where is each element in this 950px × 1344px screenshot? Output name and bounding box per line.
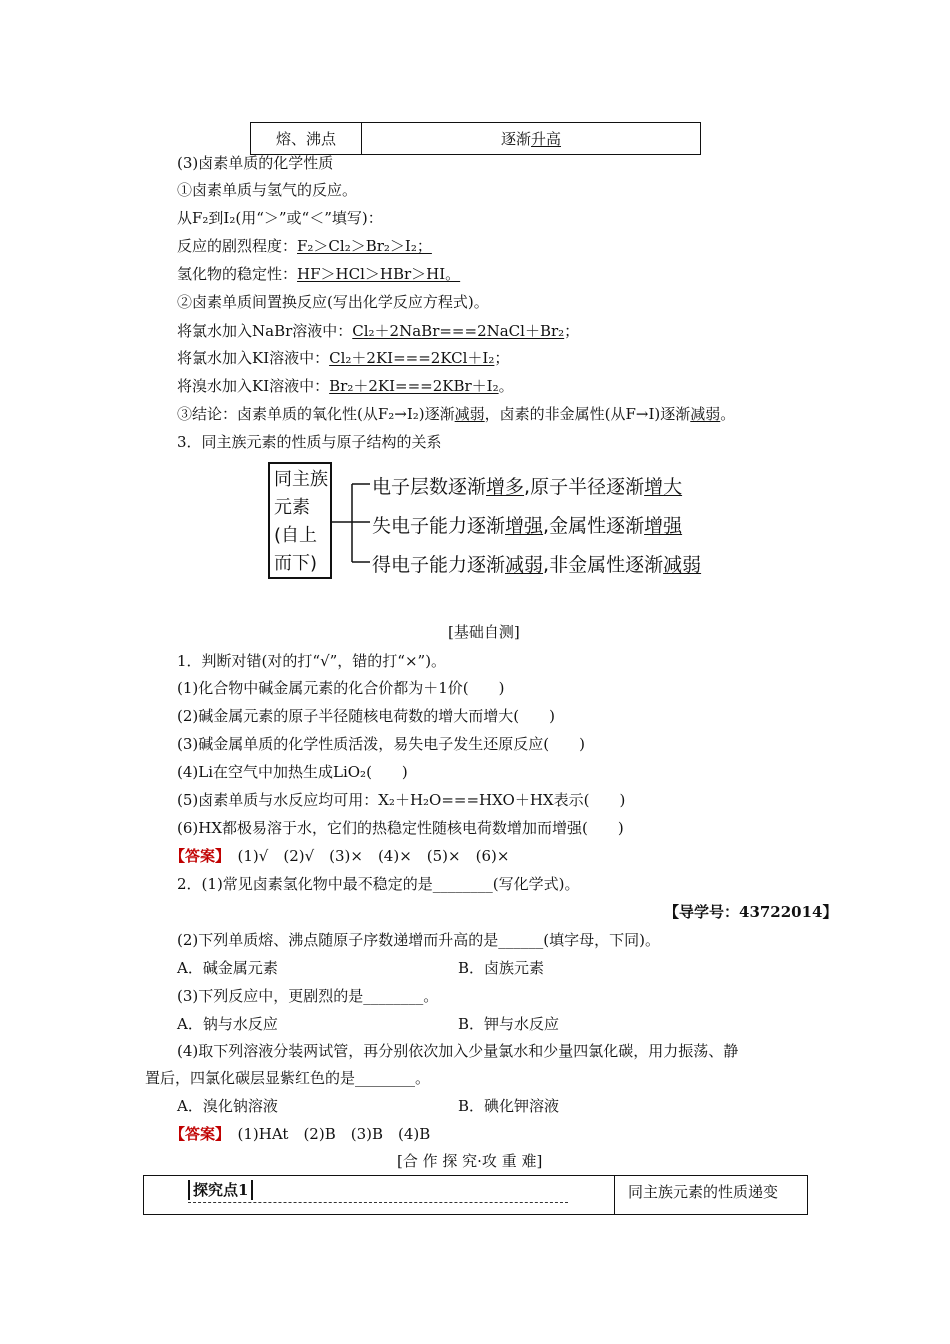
subject-line-1: 同主族: [274, 469, 328, 490]
branch-2-answer-1: 增强: [505, 515, 544, 537]
branch-3-text-a: 得电子能力逐渐: [372, 554, 506, 576]
explore-divider: [614, 1176, 615, 1214]
table-value-cell: [362, 123, 700, 154]
question-2-4-option-b: B．碘化钾溶液: [458, 1097, 560, 1115]
question-1-item-1: (1)化合物中碱金属元素的化合价都为＋1价( ): [177, 679, 505, 697]
subject-line-2: 元素: [274, 497, 310, 518]
diagram-branch-3: [372, 550, 701, 577]
equation-2-line: [177, 347, 509, 369]
table-label-cell: [251, 123, 362, 154]
equation-1: Cl₂＋2NaBr===2NaCl＋Br₂: [352, 322, 565, 340]
subject-line-3: (自上: [274, 525, 318, 546]
equation-3-end: 。: [498, 377, 514, 395]
branch-1-text-b: ,原子半径逐渐: [524, 476, 645, 498]
from-to-instruction: 从F₂到I₂(用“＞”或“＜”填写)：: [177, 209, 383, 227]
diagram-branch-2: [372, 511, 682, 538]
reaction-intensity-label: 反应的剧烈程度：: [177, 237, 298, 255]
answer-1: (1)√ (2)√ (3)× (4)× (5)× (6)×: [237, 847, 510, 865]
section-3-1: ①卤素单质与氢气的反应。: [177, 181, 358, 199]
equation-3: Br₂＋2KI===2KBr＋I₂: [329, 377, 499, 395]
section-3-2: ②卤素单质间置换反应(写出化学反应方程式)。: [177, 293, 489, 311]
properties-table-row: [250, 122, 701, 155]
question-1-item-3: (3)碱金属单质的化学性质活泼，易失电子发生还原反应( ): [177, 735, 585, 753]
branch-1-text-a: 电子层数逐渐: [372, 476, 487, 498]
answer-2: (1)HAt (2)B (3)B (4)B: [237, 1125, 431, 1143]
branch-1-answer-2: 增大: [644, 476, 683, 498]
question-2-4-line-1: (4)取下列溶液分装两试管，再分别依次加入少量氯水和少量四氯化碳，用力振荡、静: [177, 1042, 739, 1060]
branch-3-text-b: ,非金属性逐渐: [543, 554, 664, 576]
reaction-intensity-line: [177, 235, 432, 257]
question-2-4-option-a: A．溴化钠溶液: [177, 1097, 278, 1115]
question-1: 1．判断对错(对的打“√”，错的打“×”)。: [177, 652, 447, 670]
hydride-stability-line: [177, 263, 460, 285]
equation-3-line: [177, 375, 514, 397]
conclusion-part-c: ，卤素的非金属性(从F→I)逐渐: [484, 405, 691, 423]
equation-1-line: [177, 320, 579, 342]
guide-number: 【导学号：43722014】: [664, 903, 838, 921]
equation-3-label: 将溴水加入KI溶液中：: [177, 377, 330, 395]
question-2-1: 2．(1)常见卤素氢化物中最不稳定的是________(写化学式)。: [177, 875, 580, 893]
cooperation-section-title: [合 作 探 究·攻 重 难]: [397, 1152, 543, 1170]
branch-2-answer-2: 增强: [644, 515, 683, 537]
question-1-item-5: (5)卤素单质与水反应均可用：X₂＋H₂O===HXO＋HX表示( ): [177, 791, 626, 809]
question-2-3: (3)下列反应中，更剧烈的是________。: [177, 987, 439, 1005]
answer-2-line: [170, 1123, 430, 1145]
branch-1-answer-1: 增多: [486, 476, 525, 498]
relation-diagram: [268, 462, 728, 582]
explore-point-box: [143, 1175, 808, 1215]
section-3-relation-title: 3．同主族元素的性质与原子结构的关系: [177, 433, 442, 451]
question-1-item-4: (4)Li在空气中加热生成LiO₂( ): [177, 763, 408, 781]
hydride-stability-expr: HF＞HCl＞HBr＞HI。: [297, 265, 461, 283]
conclusion-answer-1: 减弱: [454, 405, 485, 423]
branch-2-text-b: ,金属性逐渐: [543, 515, 645, 537]
table-value-prefix: 逐渐: [500, 130, 531, 148]
question-1-item-2: (2)碱金属元素的原子半径随核电荷数的增大而增大( ): [177, 707, 555, 725]
explore-label-text: 探究点1: [193, 1181, 249, 1199]
equation-2-end: ；: [494, 349, 510, 367]
table-label: 熔、沸点: [275, 130, 336, 148]
diagram-branch-1: [372, 472, 682, 499]
section-3-title: (3)卤素单质的化学性质: [177, 154, 334, 172]
reaction-intensity-expr: F₂＞Cl₂＞Br₂＞I₂；: [297, 237, 432, 255]
answer-tag: 【答案】: [170, 847, 223, 865]
question-1-item-6: (6)HX都极易溶于水，它们的热稳定性随核电荷数增加而增强( ): [177, 819, 624, 837]
conclusion-part-a: ③结论：卤素单质的氧化性(从F₂→I₂)逐渐: [177, 405, 455, 423]
question-2-2-option-b: B．卤族元素: [458, 959, 545, 977]
equation-2: Cl₂＋2KI===2KCl＋I₂: [329, 349, 495, 367]
conclusion-answer-2: 减弱: [690, 405, 721, 423]
subject-line-4: 而下): [274, 553, 318, 574]
conclusion-line: [177, 403, 735, 425]
explore-title: 同主族元素的性质递变: [628, 1183, 779, 1201]
branch-3-answer-2: 减弱: [663, 554, 702, 576]
hydride-stability-label: 氢化物的稳定性：: [177, 265, 298, 283]
question-2-2: (2)下列单质熔、沸点随原子序数递增而升高的是______(填字母，下同)。: [177, 931, 660, 949]
conclusion-end: 。: [720, 405, 736, 423]
equation-1-label: 将氯水加入NaBr溶液中：: [177, 322, 353, 340]
diagram-subject-box: [268, 462, 332, 579]
branch-3-answer-1: 减弱: [505, 554, 544, 576]
equation-2-label: 将氯水加入KI溶液中：: [177, 349, 330, 367]
explore-label: [188, 1180, 253, 1200]
branch-2-text-a: 失电子能力逐渐: [372, 515, 506, 537]
question-2-2-option-a: A．碱金属元素: [177, 959, 278, 977]
equation-1-end: ；: [564, 322, 580, 340]
answer-tag-2: 【答案】: [170, 1125, 223, 1143]
explore-label-area: [188, 1180, 568, 1203]
self-test-title: [基础自测]: [448, 623, 520, 641]
table-value-answer: 升高: [531, 130, 562, 148]
question-2-4-line-2: 置后，四氯化碳层显紫红色的是________。: [145, 1069, 431, 1087]
question-2-3-option-a: A．钠与水反应: [177, 1015, 278, 1033]
question-2-3-option-b: B．钾与水反应: [458, 1015, 560, 1033]
answer-1-line: [170, 845, 509, 867]
